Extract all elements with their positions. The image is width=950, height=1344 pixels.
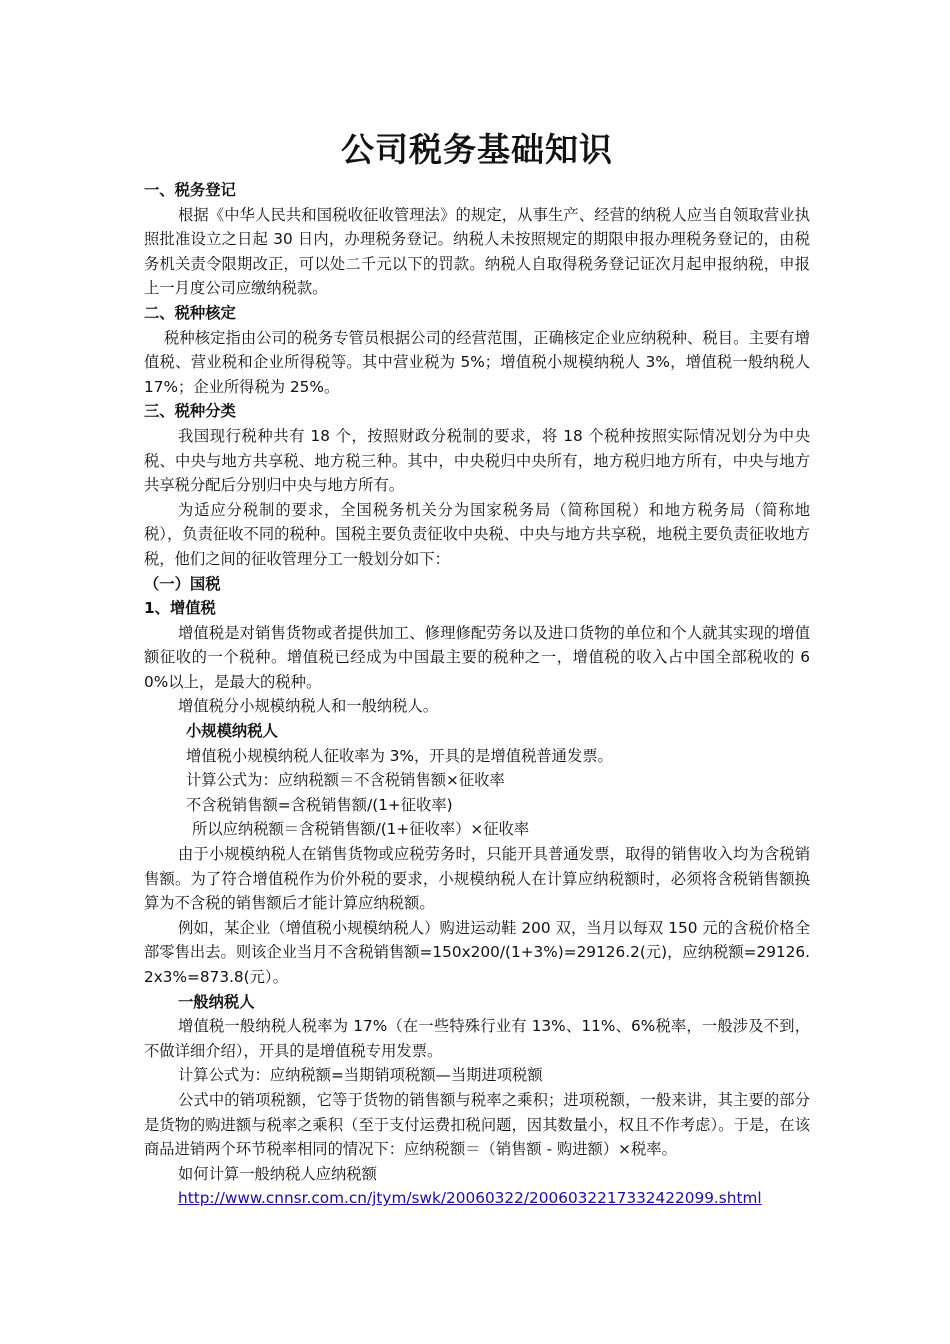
paragraph: 增值税是对销售货物或者提供加工、修理修配劳务以及进口货物的单位和个人就其实现的增值额征收的一个税种。增值税已经成为中国最主要的税种之一，增值税的收入占中国全部税收的 60%以上，是最大的税种。: [144, 623, 810, 691]
document-page: [144, 128, 810, 1211]
section-heading-tax-type-verification: 二、税种核定: [144, 303, 236, 322]
reference-link[interactable]: http://www.cnnsr.com.cn/jtym/swk/20060322/20060322173324220​99.shtml: [178, 1189, 762, 1208]
paragraph: 例如，某企业（增值税小规模纳税人）购进运动鞋 200 双，当月以每双 150 元的含税价格全部零售出去。则该企业当月不含税销售额=150x200/(1+3%)=29126.2(元)，应纳税额=29126.2x3%=873.8(元）。: [144, 918, 810, 986]
subsection-heading-vat: 1、增值税: [144, 599, 216, 618]
paragraph: 增值税分小规模纳税人和一般纳税人。: [178, 697, 439, 716]
formula-line: 所以应纳税额＝含税销售额/(1+征收率）×征收率: [192, 820, 530, 839]
paragraph: 计算公式为：应纳税额=当期销项税额—当期进项税额: [178, 1066, 543, 1085]
paragraph: 税种核定指由公司的税务专管员根据公司的经营范围，正确核定企业应纳税种、税目。主要有增值税、营业税和企业所得税等。其中营业税为 5%；增值税小规模纳税人 3%，增值税一般纳税人 17%；企业所得税为 25%。: [144, 328, 810, 396]
paragraph: 为适应分税制的要求，全国税务机关分为国家税务局（简称国税）和地方税务局（简称地税），负责征收不同的税种。国税主要负责征收中央税、中央与地方共享税，地税主要负责征收地方税，他们之间的征收管理分工一般划分如下：: [144, 500, 810, 568]
heading-small-scale-taxpayer: 小规模纳税人: [186, 722, 278, 741]
paragraph: 我国现行税种共有 18 个，按照财政分税制的要求，将 18 个税种按照实际情况划分为中央税、中央与地方共享税、地方税三种。其中，中央税归中央所有，地方税归地方所有，中央与地方共享税分配后分别归中央与地方所有。: [144, 426, 810, 495]
section-heading-tax-classification: 三、税种分类: [144, 402, 236, 421]
paragraph: 根据《中华人民共和国税收征收管理法》的规定，从事生产、经营的纳税人应当自领取营业执照批准设立之日起 30 日内，办理税务登记。纳税人未按照规定的期限申报办理税务登记的，由税务机关责令限期改正，可以处二千元以下的罚款。纳税人自取得税务登记证次月起申报纳税，申报上一月度公司应缴纳税款。: [144, 205, 810, 298]
paragraph: 公式中的销项税额，它等于货物的销售额与税率之乘积；进项税额，一般来讲，其主要的部分是货物的购进额与税率之乘积（至于支付运费扣税问题，因其数量小，权且不作考虑）。于是，在该商品进销两个环节税率相同的情况下：应纳税额＝（销售额 - 购进额）×税率。: [144, 1090, 810, 1159]
section-heading-tax-registration: 一、税务登记: [144, 181, 236, 199]
reference-link-line: [144, 1186, 810, 1211]
document-title: 公司税务基础知识: [341, 130, 613, 169]
formula-line: 不含税销售额=含税销售额/(1+征收率): [186, 795, 453, 814]
paragraph: 如何计算一般纳税人应纳税额: [178, 1164, 377, 1183]
heading-general-taxpayer: 一般纳税人: [178, 992, 255, 1011]
paragraph: 增值税一般纳税人税率为 17%（在一些特殊行业有 13%、11%、6%税率，一般涉及不到，不做详细介绍），开具的是增值税专用发票。: [144, 1017, 810, 1060]
subsection-heading-national-tax: （一）国税: [144, 574, 221, 593]
paragraph: 由于小规模纳税人在销售货物或应税劳务时，只能开具普通发票，取得的销售收入均为含税销售额。为了符合增值税作为价外税的要求，小规模纳税人在计算应纳税额时，必须将含税销售额换算为不含税的销售额后才能计算应纳税额。: [144, 845, 810, 913]
formula-line: 计算公式为：应纳税额＝不含税销售额×征收率: [186, 771, 505, 790]
formula-line: 增值税小规模纳税人征收率为 3%，开具的是增值税普通发票。: [186, 746, 613, 765]
